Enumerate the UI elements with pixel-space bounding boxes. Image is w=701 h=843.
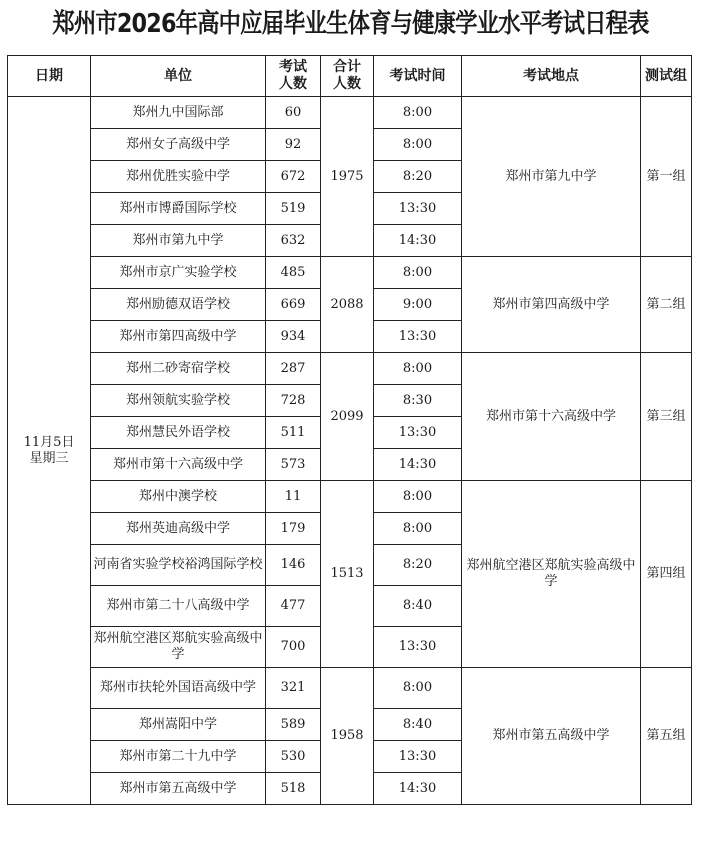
header-total-line2: 人数 [333, 76, 361, 92]
date-day: 11月5日 [23, 434, 75, 450]
count-cell: 146 [266, 545, 321, 586]
location-cell: 郑州市第四高级中学 [462, 257, 641, 353]
time-cell: 8:30 [374, 385, 462, 417]
unit-cell: 郑州慧民外语学校 [91, 417, 266, 449]
header-count-line1: 考试 [279, 59, 307, 75]
time-cell: 14:30 [374, 449, 462, 481]
location-cell: 郑州市第十六高级中学 [462, 353, 641, 481]
time-cell: 9:00 [374, 289, 462, 321]
total-cell: 2099 [321, 353, 374, 481]
table-row [8, 668, 692, 709]
header-count [266, 56, 321, 97]
group-cell: 第五组 [641, 668, 692, 805]
time-cell: 13:30 [374, 741, 462, 773]
count-cell: 672 [266, 161, 321, 193]
header-time: 考试时间 [374, 56, 462, 97]
header-date: 日期 [8, 56, 91, 97]
count-cell: 573 [266, 449, 321, 481]
count-cell: 92 [266, 129, 321, 161]
count-cell: 60 [266, 97, 321, 129]
total-cell: 2088 [321, 257, 374, 353]
total-cell: 1975 [321, 97, 374, 257]
header-row [8, 56, 692, 97]
time-cell: 8:40 [374, 586, 462, 627]
time-cell: 13:30 [374, 193, 462, 225]
count-cell: 632 [266, 225, 321, 257]
time-cell: 13:30 [374, 321, 462, 353]
unit-cell: 郑州市第十六高级中学 [91, 449, 266, 481]
time-cell: 8:00 [374, 97, 462, 129]
unit-cell: 郑州优胜实验中学 [91, 161, 266, 193]
group-cell: 第四组 [641, 481, 692, 668]
unit-cell: 河南省实验学校裕鸿国际学校 [91, 545, 266, 586]
unit-cell: 郑州二砂寄宿学校 [91, 353, 266, 385]
location-cell: 郑州市第五高级中学 [462, 668, 641, 805]
unit-cell: 郑州市博爵国际学校 [91, 193, 266, 225]
unit-cell: 郑州中澳学校 [91, 481, 266, 513]
count-cell: 485 [266, 257, 321, 289]
total-cell: 1958 [321, 668, 374, 805]
location-cell: 郑州航空港区郑航实验高级中学 [462, 481, 641, 668]
time-cell: 8:00 [374, 129, 462, 161]
group-cell: 第二组 [641, 257, 692, 353]
time-cell: 14:30 [374, 773, 462, 805]
count-cell: 511 [266, 417, 321, 449]
unit-cell: 郑州市扶轮外国语高级中学 [91, 668, 266, 709]
group-cell: 第一组 [641, 97, 692, 257]
time-cell: 8:00 [374, 668, 462, 709]
group-cell: 第三组 [641, 353, 692, 481]
time-cell: 8:20 [374, 161, 462, 193]
unit-cell: 郑州市第四高级中学 [91, 321, 266, 353]
count-cell: 11 [266, 481, 321, 513]
count-cell: 287 [266, 353, 321, 385]
document-title: 郑州市2026年高中应届毕业生体育与健康学业水平考试日程表 [52, 9, 649, 39]
header-location: 考试地点 [462, 56, 641, 97]
count-cell: 321 [266, 668, 321, 709]
header-count-line2: 人数 [279, 76, 307, 92]
unit-cell: 郑州市京广实验学校 [91, 257, 266, 289]
date-cell [8, 97, 91, 805]
table-row [8, 481, 692, 513]
count-cell: 518 [266, 773, 321, 805]
time-cell: 13:30 [374, 417, 462, 449]
count-cell: 477 [266, 586, 321, 627]
time-cell: 13:30 [374, 627, 462, 668]
count-cell: 519 [266, 193, 321, 225]
unit-cell: 郑州领航实验学校 [91, 385, 266, 417]
time-cell: 8:00 [374, 353, 462, 385]
count-cell: 589 [266, 709, 321, 741]
time-cell: 8:40 [374, 709, 462, 741]
unit-cell: 郑州市第二十九中学 [91, 741, 266, 773]
header-total-line1: 合计 [333, 59, 361, 75]
date-weekday: 星期三 [29, 450, 69, 466]
count-cell: 700 [266, 627, 321, 668]
schedule-table [7, 55, 692, 805]
total-cell: 1513 [321, 481, 374, 668]
table-row [8, 257, 692, 289]
header-unit: 单位 [91, 56, 266, 97]
location-cell: 郑州市第九中学 [462, 97, 641, 257]
unit-cell: 郑州嵩阳中学 [91, 709, 266, 741]
unit-cell: 郑州市第二十八高级中学 [91, 586, 266, 627]
count-cell: 530 [266, 741, 321, 773]
time-cell: 14:30 [374, 225, 462, 257]
unit-cell: 郑州英迪高级中学 [91, 513, 266, 545]
time-cell: 8:00 [374, 257, 462, 289]
table-row [8, 353, 692, 385]
unit-cell: 郑州励德双语学校 [91, 289, 266, 321]
unit-cell: 郑州航空港区郑航实验高级中学 [91, 627, 266, 668]
header-total [321, 56, 374, 97]
unit-cell: 郑州市第九中学 [91, 225, 266, 257]
table-row [8, 97, 692, 129]
unit-cell: 郑州九中国际部 [91, 97, 266, 129]
time-cell: 8:20 [374, 545, 462, 586]
header-group: 测试组 [641, 56, 692, 97]
unit-cell: 郑州女子高级中学 [91, 129, 266, 161]
count-cell: 934 [266, 321, 321, 353]
count-cell: 669 [266, 289, 321, 321]
count-cell: 728 [266, 385, 321, 417]
schedule-body [8, 97, 692, 805]
count-cell: 179 [266, 513, 321, 545]
time-cell: 8:00 [374, 513, 462, 545]
unit-cell: 郑州市第五高级中学 [91, 773, 266, 805]
time-cell: 8:00 [374, 481, 462, 513]
